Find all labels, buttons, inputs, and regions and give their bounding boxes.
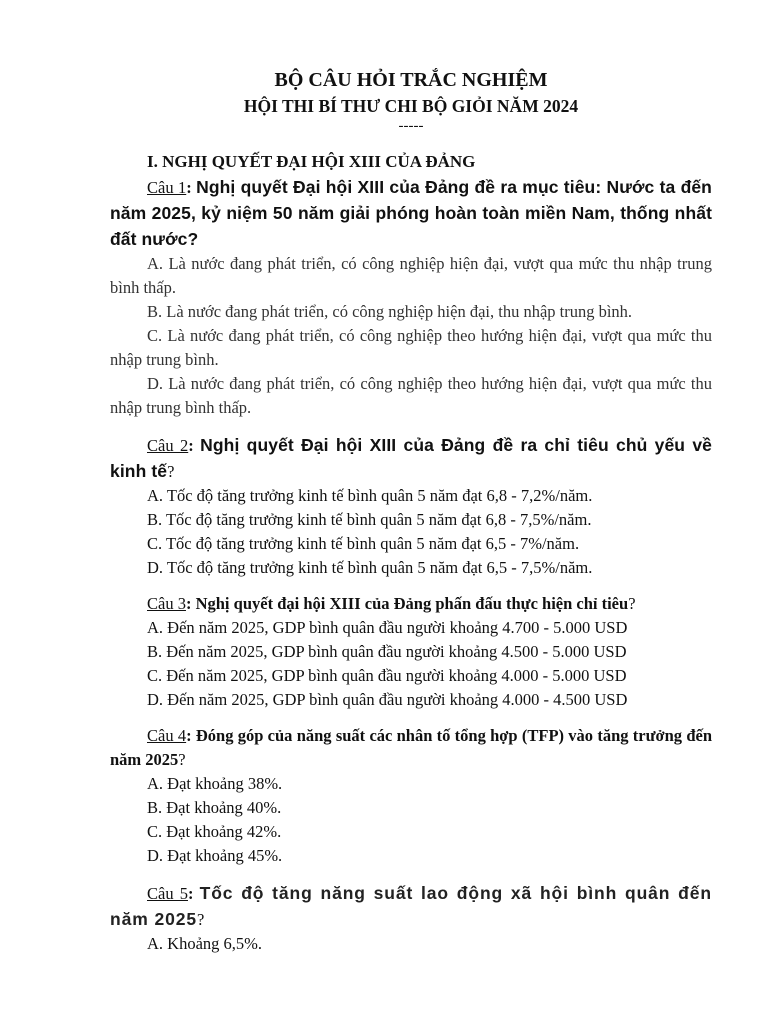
question-4-option-a: A. Đạt khoảng 38%. bbox=[147, 774, 283, 793]
question-1-option-c: C. Là nước đang phát triển, có công nghiệp theo hướng hiện đại, vượt qua mức thu nhập trung bình. bbox=[110, 326, 712, 369]
section-heading: I. NGHỊ QUYẾT ĐẠI HỘI XIII CỦA ĐẢNG bbox=[147, 152, 476, 171]
question-2-text: Nghị quyết Đại hội XIII của Đảng đề ra chỉ tiêu chủ yếu về kinh tế bbox=[110, 435, 712, 481]
document-title: BỘ CÂU HỎI TRẮC NGHIỆM bbox=[274, 69, 548, 91]
question-3-number: Câu 3 bbox=[147, 594, 186, 613]
question-3-text: Nghị quyết đại hội XIII của Đảng phấn đấu thực hiện chỉ tiêu bbox=[195, 594, 629, 613]
question-3: Câu 3: Nghị quyết đại hội XIII của Đảng phấn đấu thực hiện chỉ tiêu? bbox=[147, 594, 636, 613]
question-3-option-c: C. Đến năm 2025, GDP bình quân đầu người khoảng 4.000 - 5.000 USD bbox=[147, 666, 627, 685]
question-4-number: Câu 4 bbox=[147, 726, 187, 745]
question-1-option-b: B. Là nước đang phát triển, có công nghiệp hiện đại, thu nhập trung bình. bbox=[147, 302, 633, 321]
question-2-option-d: D. Tốc độ tăng trưởng kinh tế bình quân 5 năm đạt 6,5 - 7,5%/năm. bbox=[147, 558, 593, 577]
question-4-option-b: B. Đạt khoảng 40%. bbox=[147, 798, 282, 817]
question-5-text: Tốc độ tăng năng suất lao động xã hội bình quân đến năm 2025 bbox=[110, 883, 712, 929]
question-4-text: Đóng góp của năng suất các nhân tố tổng hợp (TFP) vào tăng trưởng đến năm 2025 bbox=[110, 726, 712, 769]
document-subtitle: HỘI THI BÍ THƯ CHI BỘ GIỎI NĂM 2024 bbox=[243, 96, 579, 116]
question-3-option-a: A. Đến năm 2025, GDP bình quân đầu người khoảng 4.700 - 5.000 USD bbox=[147, 618, 628, 637]
question-3-option-d: D. Đến năm 2025, GDP bình quân đầu người khoảng 4.000 - 4.500 USD bbox=[147, 690, 628, 709]
question-1-option-d: D. Là nước đang phát triển, có công nghiệp theo hướng hiện đại, vượt qua mức thu nhập trung bình thấp. bbox=[110, 374, 712, 417]
question-1-option-a: A. Là nước đang phát triển, có công nghiệp hiện đại, vượt qua mức thu nhập trung bình thấp. bbox=[110, 254, 712, 297]
question-1: Câu 1: Nghị quyết Đại hội XIII của Đảng đề ra mục tiêu: Nước ta đến năm 2025, kỷ niệm 50 năm giải phóng hoàn toàn miền Nam, thống nhất đất nước? bbox=[110, 177, 712, 249]
question-1-text: Nghị quyết Đại hội XIII của Đảng đề ra mục tiêu: Nước ta đến năm 2025, kỷ niệm 50 năm giải phóng hoàn toàn miền Nam, thống nhất đất nước? bbox=[110, 177, 712, 249]
question-2-option-a: A. Tốc độ tăng trưởng kinh tế bình quân 5 năm đạt 6,8 - 7,2%/năm. bbox=[147, 486, 593, 505]
question-5: Câu 5: Tốc độ tăng năng suất lao động xã hội bình quân đến năm 2025? bbox=[110, 883, 712, 929]
question-2-number: Câu 2 bbox=[147, 436, 189, 455]
question-4-option-c: C. Đạt khoảng 42%. bbox=[147, 822, 282, 841]
question-1-number: Câu 1 bbox=[147, 178, 187, 197]
question-5-option-a: A. Khoảng 6,5%. bbox=[147, 934, 263, 953]
document-page bbox=[110, 66, 712, 956]
question-2: Câu 2: Nghị quyết Đại hội XIII của Đảng đề ra chỉ tiêu chủ yếu về kinh tế? bbox=[110, 435, 712, 481]
question-4: Câu 4: Đóng góp của năng suất các nhân tố tổng hợp (TFP) vào tăng trưởng đến năm 2025? bbox=[110, 726, 712, 769]
title-separator: ----- bbox=[398, 118, 424, 134]
question-2-option-b: B. Tốc độ tăng trưởng kinh tế bình quân 5 năm đạt 6,8 - 7,5%/năm. bbox=[147, 510, 592, 529]
question-2-option-c: C. Tốc độ tăng trưởng kinh tế bình quân 5 năm đạt 6,5 - 7%/năm. bbox=[147, 534, 580, 553]
question-3-option-b: B. Đến năm 2025, GDP bình quân đầu người khoảng 4.500 - 5.000 USD bbox=[147, 642, 627, 661]
question-4-option-d: D. Đạt khoảng 45%. bbox=[147, 846, 283, 865]
question-5-number: Câu 5 bbox=[147, 884, 188, 903]
